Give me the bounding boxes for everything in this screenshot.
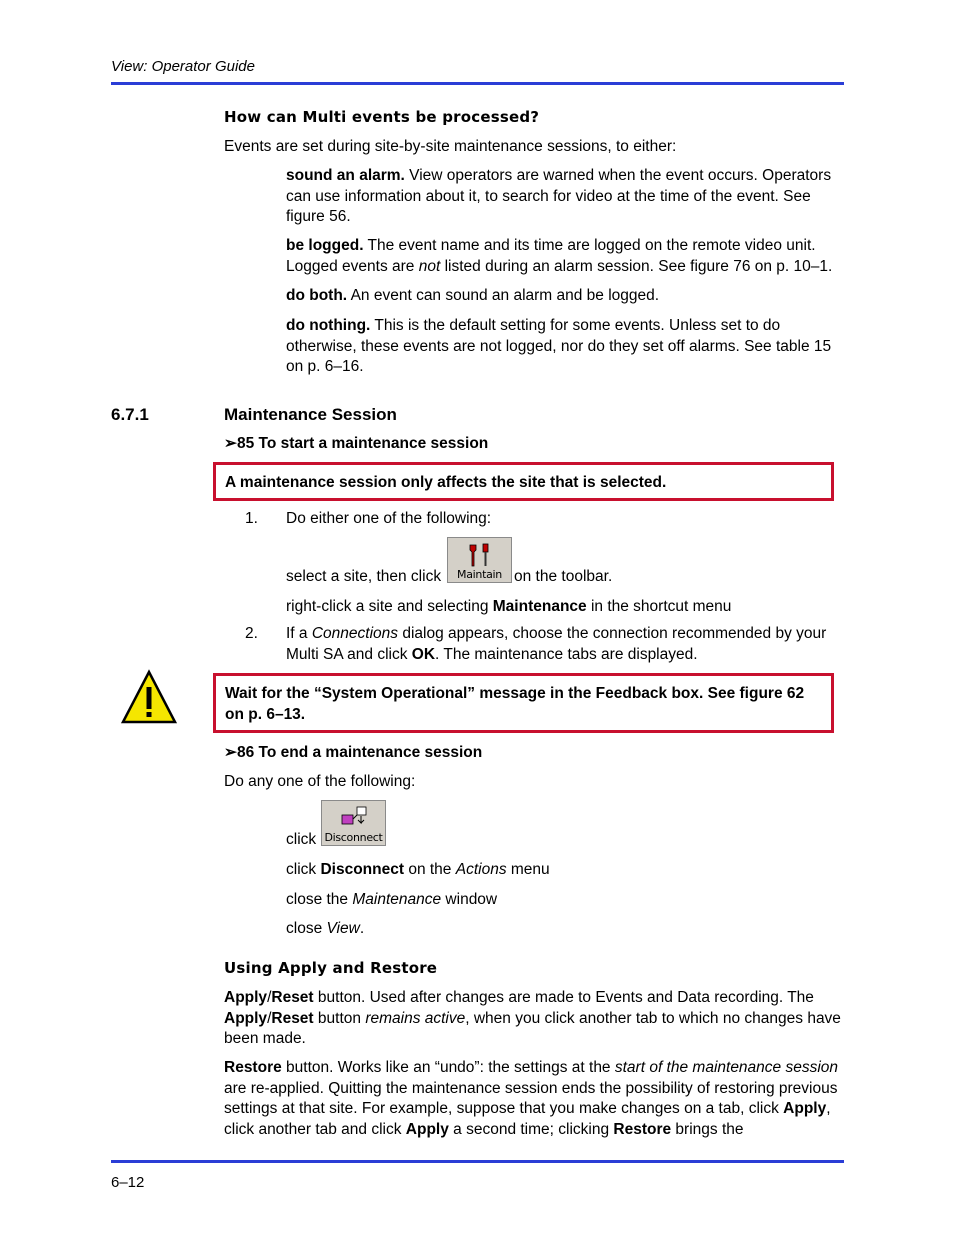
option-close-window <box>286 890 497 911</box>
disconnect-button-label: Disconnect <box>324 831 383 844</box>
faq-heading: How can Multi events be processed? <box>224 108 540 126</box>
procedure-label: 85 To start a maintenance session <box>237 435 489 452</box>
emphasis: not <box>418 257 441 275</box>
term: Apply <box>783 1100 827 1117</box>
faq-item-nothing <box>286 316 842 378</box>
app-name: View <box>326 920 360 937</box>
step-number: 1. <box>245 510 258 527</box>
option-text: select a site, then click <box>286 568 442 585</box>
procedure-85-heading <box>224 434 488 453</box>
warning-triangle-icon <box>120 669 178 725</box>
text: , when you click another tab to which no changes have been made. <box>224 1009 841 1047</box>
definition: View operators are warned when the event occurs. Operators can use information about it, to search for video at the time of the event. See figure 56. <box>286 167 832 225</box>
definition: This is the default setting for some events. Unless set to do otherwise, these events are not logged, nor do they set off alarms. See table 15 on p. 6–16. <box>286 317 832 375</box>
note-text: A maintenance session only affects the site that is selected. <box>225 474 667 491</box>
option-close-view <box>286 919 364 940</box>
text: If a <box>286 625 312 642</box>
warning-text: Wait for the “System Operational” message in the Feedback box. See figure 62 on p. 6–13. <box>225 685 805 723</box>
menu-item-name: Disconnect <box>320 861 405 878</box>
warning-box <box>213 673 834 733</box>
ok-label: OK <box>411 645 436 663</box>
arrow-icon: ➢ <box>224 435 237 452</box>
option-text: right-click a site and selecting <box>286 598 493 615</box>
text: button <box>313 1009 366 1027</box>
procedure-label: 86 To end a maintenance session <box>237 744 483 761</box>
procedure-intro: Do any one of the following: <box>224 773 416 790</box>
text: are re-applied. Quitting the maintenance session ends the possibility of restoring previous settings at that site. For example, suppose that you make changes on a tab, click <box>224 1079 838 1117</box>
restore-paragraph <box>224 1058 846 1140</box>
text: button. Works like an “undo”: the settings at the <box>281 1059 615 1076</box>
definition: The event name and its time are logged on the remote video unit. Logged events are <box>286 237 816 275</box>
text: dialog appears, choose the connection recommended by your Multi SA and click <box>286 625 827 663</box>
text: click <box>286 861 321 878</box>
term: Apply <box>224 989 268 1006</box>
step-text: Do either one of the following: <box>286 510 492 527</box>
apply-restore-heading: Using Apply and Restore <box>224 959 438 977</box>
maintain-button-label: Maintain <box>457 568 502 581</box>
apply-paragraph <box>224 988 844 1050</box>
term: do nothing. <box>286 317 371 334</box>
faq-item-both <box>286 286 842 307</box>
option-actions-menu <box>286 860 550 881</box>
emphasis: remains active <box>365 1009 466 1027</box>
text: , click another tab and click <box>224 1100 831 1138</box>
option-text-suffix: on the toolbar. <box>514 568 613 585</box>
faq-intro: Events are set during site-by-site maintenance sessions, to either: <box>224 138 677 155</box>
disconnect-icon <box>340 804 370 830</box>
note-box <box>213 462 834 501</box>
maintain-button[interactable] <box>447 537 512 583</box>
procedure-86-heading <box>224 743 482 762</box>
step-number: 2. <box>245 625 258 642</box>
text: close the <box>286 891 353 908</box>
term: Reset <box>271 989 314 1006</box>
option-text-suffix: in the shortcut menu <box>586 598 732 615</box>
menu-item-name: Maintenance <box>492 598 587 615</box>
emphasis: Connections <box>311 625 399 642</box>
definition-cont: listed during an alarm session. See figure 76 on p. 10–1. <box>440 257 833 275</box>
header-rule <box>111 82 844 85</box>
text: / <box>267 1009 272 1027</box>
menu-name: Actions <box>455 861 507 878</box>
text: / <box>267 989 272 1006</box>
term: do both. <box>286 287 348 304</box>
step-text <box>286 624 846 665</box>
window-name: Maintenance <box>352 891 442 908</box>
emphasis: start of the maintenance session <box>614 1059 839 1076</box>
term: be logged. <box>286 237 364 254</box>
option-right-click <box>286 597 731 618</box>
option-select-site <box>286 567 441 588</box>
term: Apply <box>224 1009 268 1027</box>
faq-item-logged <box>286 236 842 277</box>
section-title: Maintenance Session <box>224 405 397 424</box>
footer-rule <box>111 1160 844 1163</box>
section-number: 6.7.1 <box>111 405 149 424</box>
term: Restore <box>224 1059 282 1076</box>
running-header: View: Operator Guide <box>111 58 255 75</box>
text: on the <box>404 861 456 878</box>
term: Reset <box>271 1009 314 1027</box>
text: . <box>359 920 365 937</box>
page-number: 6–12 <box>111 1174 145 1191</box>
arrow-icon: ➢ <box>224 744 237 761</box>
wrench-screwdriver-icon <box>466 542 494 568</box>
term: Apply <box>405 1120 449 1138</box>
text: close <box>286 920 327 937</box>
term: sound an alarm. <box>286 167 405 184</box>
option-click: click <box>286 831 317 848</box>
text: brings the <box>671 1120 744 1138</box>
disconnect-button[interactable] <box>321 800 386 846</box>
term: Restore <box>613 1120 672 1138</box>
text: . The maintenance tabs are displayed. <box>435 645 698 663</box>
text: window <box>441 891 498 908</box>
definition: An event can sound an alarm and be logged. <box>347 287 660 304</box>
text: button. Used after changes are made to Events and Data recording. The <box>313 989 814 1006</box>
text: menu <box>506 861 550 878</box>
text: a second time; clicking <box>448 1120 614 1138</box>
faq-item-alarm <box>286 166 842 228</box>
